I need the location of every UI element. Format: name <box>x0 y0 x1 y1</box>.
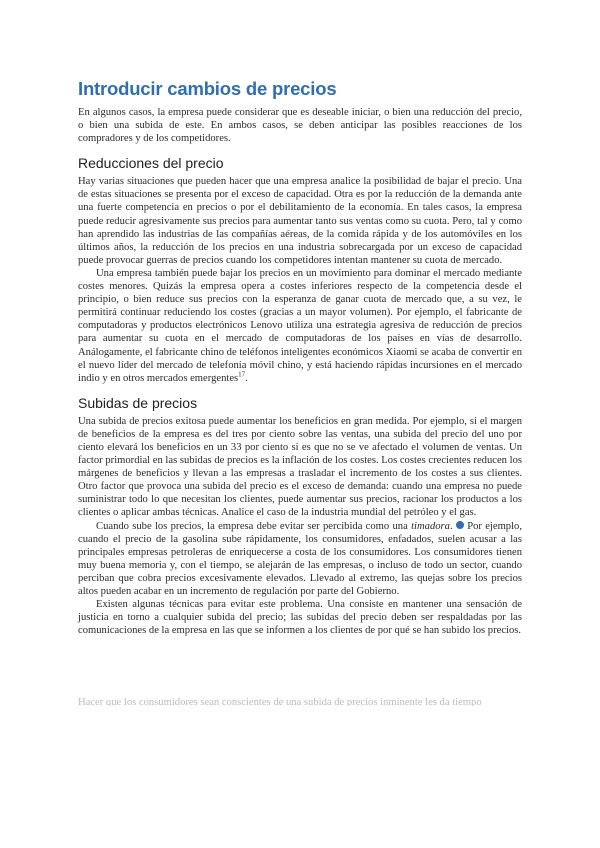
paragraph-subidas-2-start: Cuando sube los precios, la empresa debe evitar ser percibida como una <box>96 520 408 532</box>
paragraph-reducciones-1: Hay varias situaciones que pueden hacer que una empresa analice la posibilidad de bajar el precio. Una de estas situaciones se presenta por el exceso de capacidad. Otra es por la reducción de la demanda ante una fuerte competencia en precios o por el debilitamiento de la economía. En tales casos, la empresa puede reducir agresivamente sus precios para aumentar tanto sus ventas como su cuota. Pero, tal y como han aprendido las industrias de las compañías aéreas, de la comida rápida y de los automóviles en los últimos años, la reducción de los precios en una industria sobrecargada por un exceso de capacidad puede provocar guerras de precios cuando los competidores intentan mantener su cuota de mercado. <box>78 176 522 266</box>
footnote-marker: 17 <box>238 370 246 379</box>
paragraph-reducciones-2: Una empresa también puede bajar los precios en un movimiento para dominar el mercado mediante costes menores. Quizás la empresa opera a costes inferiores respecto de la competencia desde el principio, o bien reduce sus precios con la esperanza de ganar cuota de mercado que, a su vez, le permitirá continuar reduciendo los costes (gracias a un mayor volumen). Por ejemplo, el fabricante de computadoras y productos electrónicos Lenovo utiliza una estrategia agresiva de reducción de precios para aumentar su cuota en el mercado de computadoras de los países en vías de desarrollo. Análogamente, el fabricante chino de teléfonos inteligentes económicos Xiaomi se acaba de convertir en el nuevo líder del mercado de telefonía móvil chino, y está haciendo rápidas incursiones en el mercado indio y en otros mercados emergentes$^{17}$. <box>78 267 522 384</box>
term-timadora: timadora <box>411 520 450 532</box>
margin-note-dot-icon[interactable] <box>456 521 464 529</box>
page-title: Introducir cambios de precios <box>78 78 337 99</box>
paragraph-subidas-2: Cuando sube los precios, la empresa debe evitar ser percibida como una timadora. Por ejemplo, cuando el precio de la gasolina sube rápidamente, los consumidores, enfadados, suelen acusar a las principales empresas petroleras de enriquecerse a costa de los consumidores. Los consumidores tienen muy buena memoria y, con el tiempo, se alejarán de las empresas, o incluso de todo un sector, cuando perciban que cobra precios excesivamente elevados. Llevado al extremo, las quejas sobre los precios altos pueden acabar en un incremento de regulación por parte del Gobierno. <box>78 520 522 597</box>
section-heading-subidas: Subidas de precios <box>78 394 198 411</box>
paragraph-subidas-2-rest: ejemplo, cuando el precio de la gasolina sube rápidamente, los consumidores, enfadados, suelen acusar a las principales empresas petroleras de enriquecerse a costa de los consumidores. Los consumidores tienen muy buena memoria y, con el tiempo, se alejarán de las empresas, o incluso de todo un sector, cuando perciban que cobra precios excesivamente elevados. Llevado al extremo, las quejas sobre los precios altos pueden acabar en un incremento de regulación por parte del Gobierno. <box>78 520 522 597</box>
paragraph-subidas-2-por: Por <box>467 520 482 532</box>
cutoff-line: Hacer que los consumidores sean conscientes de una subida de precios inminente les da tiempo <box>78 697 482 706</box>
intro-paragraph: En algunos casos, la empresa puede considerar que es deseable iniciar, o bien una reducción del precio, o bien una subida de este. En ambos casos, se deben anticipar las posibles reacciones de los compradores y de los competidores. <box>78 107 522 145</box>
section-heading-reducciones: Reducciones del precio <box>78 155 224 172</box>
paragraph-reducciones-2-text: Una empresa también puede bajar los precios en un movimiento para dominar el mercado mediante costes menores. Quizás la empresa opera a costes inferiores respecto de la competencia desde el principio, o bien reduce sus precios con la esperanza de ganar cuota de mercado que, a su vez, le permitirá continuar reduciendo los costes (gracias a un mayor volumen). Por ejemplo, el fabricante de computadoras y productos electrónicos Lenovo utiliza una estrategia agresiva de reducción de precios para aumentar su cuota en el mercado de computadoras de los países en vías de desarrollo. Análogamente, el fabricante chino de teléfonos inteligentes económicos Xiaomi se acaba de convertir en el nuevo líder del mercado de telefonía móvil chino, y está haciendo rápidas incursiones en el mercado indio y en otros mercados emergentes <box>78 267 522 384</box>
paragraph-subidas-1: Una subida de precios exitosa puede aumentar los beneficios en gran medida. Por ejemplo, si el margen de beneficios de la empresa es del tres por ciento sobre las ventas, una subida del precio del uno por ciento elevará los beneficios en un 33 por ciento si es que no se ve afectado el volumen de ventas. Un factor primordial en las subidas de precios es la inflación de los costes. Los costes crecientes reducen los márgenes de beneficios y llevan a las empresas a trasladar el incremento de los costes a sus clientes. Otro factor que provoca una subida del precio es el exceso de demanda: cuando una empresa no puede suministrar todo lo que necesitan los clientes, puede aumentar sus precios, racionar los productos a los clientes o aplicar ambas técnicas. Analice el caso de la industria mundial del petróleo y el gas. <box>78 415 522 519</box>
paragraph-subidas-3: Existen algunas técnicas para evitar este problema. Una consiste en mantener una sensación de justicia en torno a cualquier subida del precio; las subidas del precio deben ser respaldadas por las comunicaciones de la empresa en las que se informen a los clientes de por qué se han subido los precios. <box>78 599 522 637</box>
